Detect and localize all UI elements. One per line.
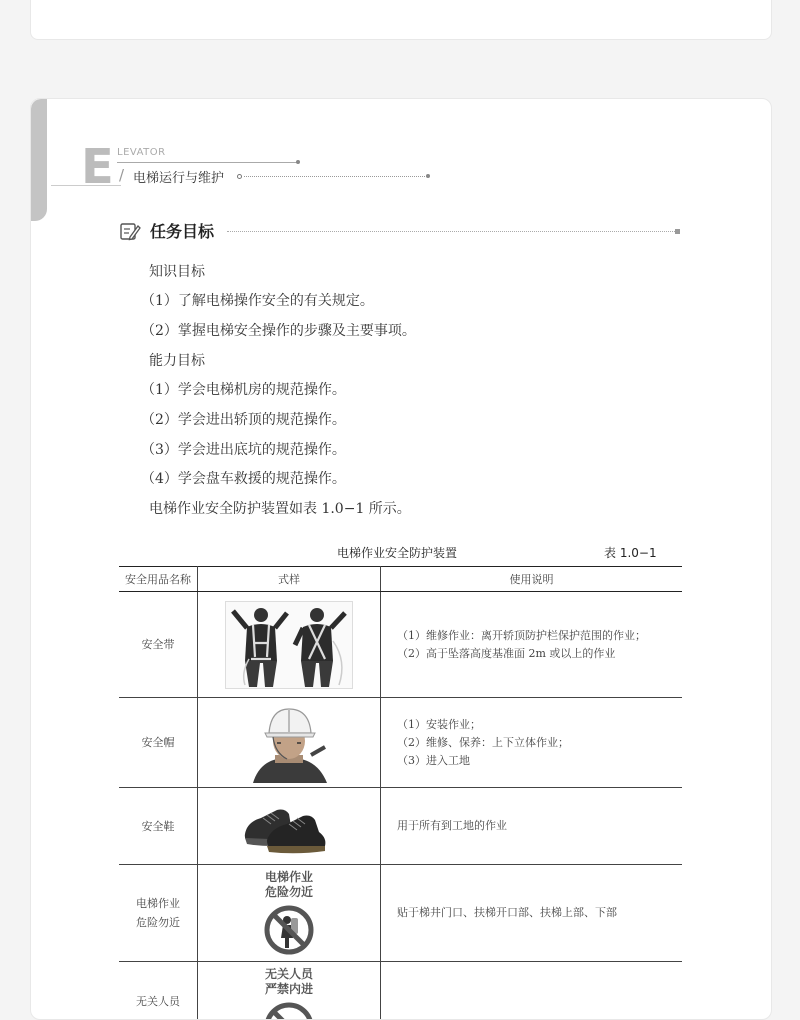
table-row [119,698,682,788]
header-dotted-rule [244,176,427,177]
item-name: 无关人员 [119,962,198,1020]
sign-text: 无关人员 [199,967,379,982]
item-name: 安全帽 [119,698,198,788]
pencil-note-icon [119,220,141,242]
page-card [30,98,772,1020]
ability-item: （3）学会进出底坑的规范操作。 [141,439,346,459]
intro-text: 电梯作业安全防护装置如表 1.0−1 所示。 [149,498,411,518]
item-usage [381,962,683,1020]
header-tagline: LEVATOR [117,147,166,158]
section-title: 任务目标 [150,219,214,242]
section-rule-end [675,229,680,234]
previous-page-card [30,0,772,40]
ability-heading: 能力目标 [149,350,205,370]
ability-item: （2）学会进出轿顶的规范操作。 [141,409,346,429]
item-usage: 贴于梯井门口、扶梯开口部、扶梯上部、下部 [381,865,683,962]
column-header: 使用说明 [381,567,683,592]
header-letter: E [81,143,114,191]
safety-shoes-image [241,796,337,856]
sign-text: 严禁内进 [199,982,379,997]
item-usage: （1）维修作业：离开轿顶防护栏保护范围的作业； （2）高于坠落高度基准面 2m 或以上的作业 [381,592,683,698]
item-picture [198,592,381,698]
column-header: 式样 [198,567,381,592]
header-ring [237,174,242,179]
prohibition-sign-icon [263,1001,315,1020]
item-picture [198,788,381,865]
header-dot-end [426,174,430,178]
item-picture [198,865,381,962]
table-header-row [119,567,682,592]
table-caption: 电梯作业安全防护装置 [337,544,457,561]
ability-item: （4）学会盘车救援的规范操作。 [141,468,346,488]
table-row [119,592,682,698]
safety-harness-image [225,601,353,689]
table-row [119,788,682,865]
item-usage: （1）安装作业； （2）维修、保养：上下立体作业； （3）进入工地 [381,698,683,788]
safety-equipment-table [119,566,682,1020]
ability-item: （1）学会电梯机房的规范操作。 [141,379,346,399]
section-dotted-rule [227,231,675,232]
book-title: 电梯运行与维护 [133,167,224,186]
item-usage: 用于所有到工地的作业 [381,788,683,865]
sign-text: 电梯作业 [199,870,379,885]
item-name: 安全带 [119,592,198,698]
header-dot [296,160,300,164]
table-row [119,962,682,1020]
item-name: 电梯作业 危险勿近 [119,865,198,962]
table-number: 表 1.0−1 [604,544,657,561]
item-name: 安全鞋 [119,788,198,865]
sign-text: 危险勿近 [199,885,379,900]
column-header: 安全用品名称 [119,567,198,592]
knowledge-item: （1）了解电梯操作安全的有关规定。 [141,290,374,310]
knowledge-item: （2）掌握电梯安全操作的步骤及主要事项。 [141,320,416,340]
item-picture [198,962,381,1020]
item-picture [198,698,381,788]
prohibition-sign-icon [263,904,315,956]
table-row [119,865,682,962]
knowledge-heading: 知识目标 [149,261,205,281]
header-rule-left [51,185,121,186]
header-rule [117,162,297,163]
header-slash: / [119,166,124,184]
chapter-tab [31,99,47,221]
safety-helmet-image [247,703,331,783]
